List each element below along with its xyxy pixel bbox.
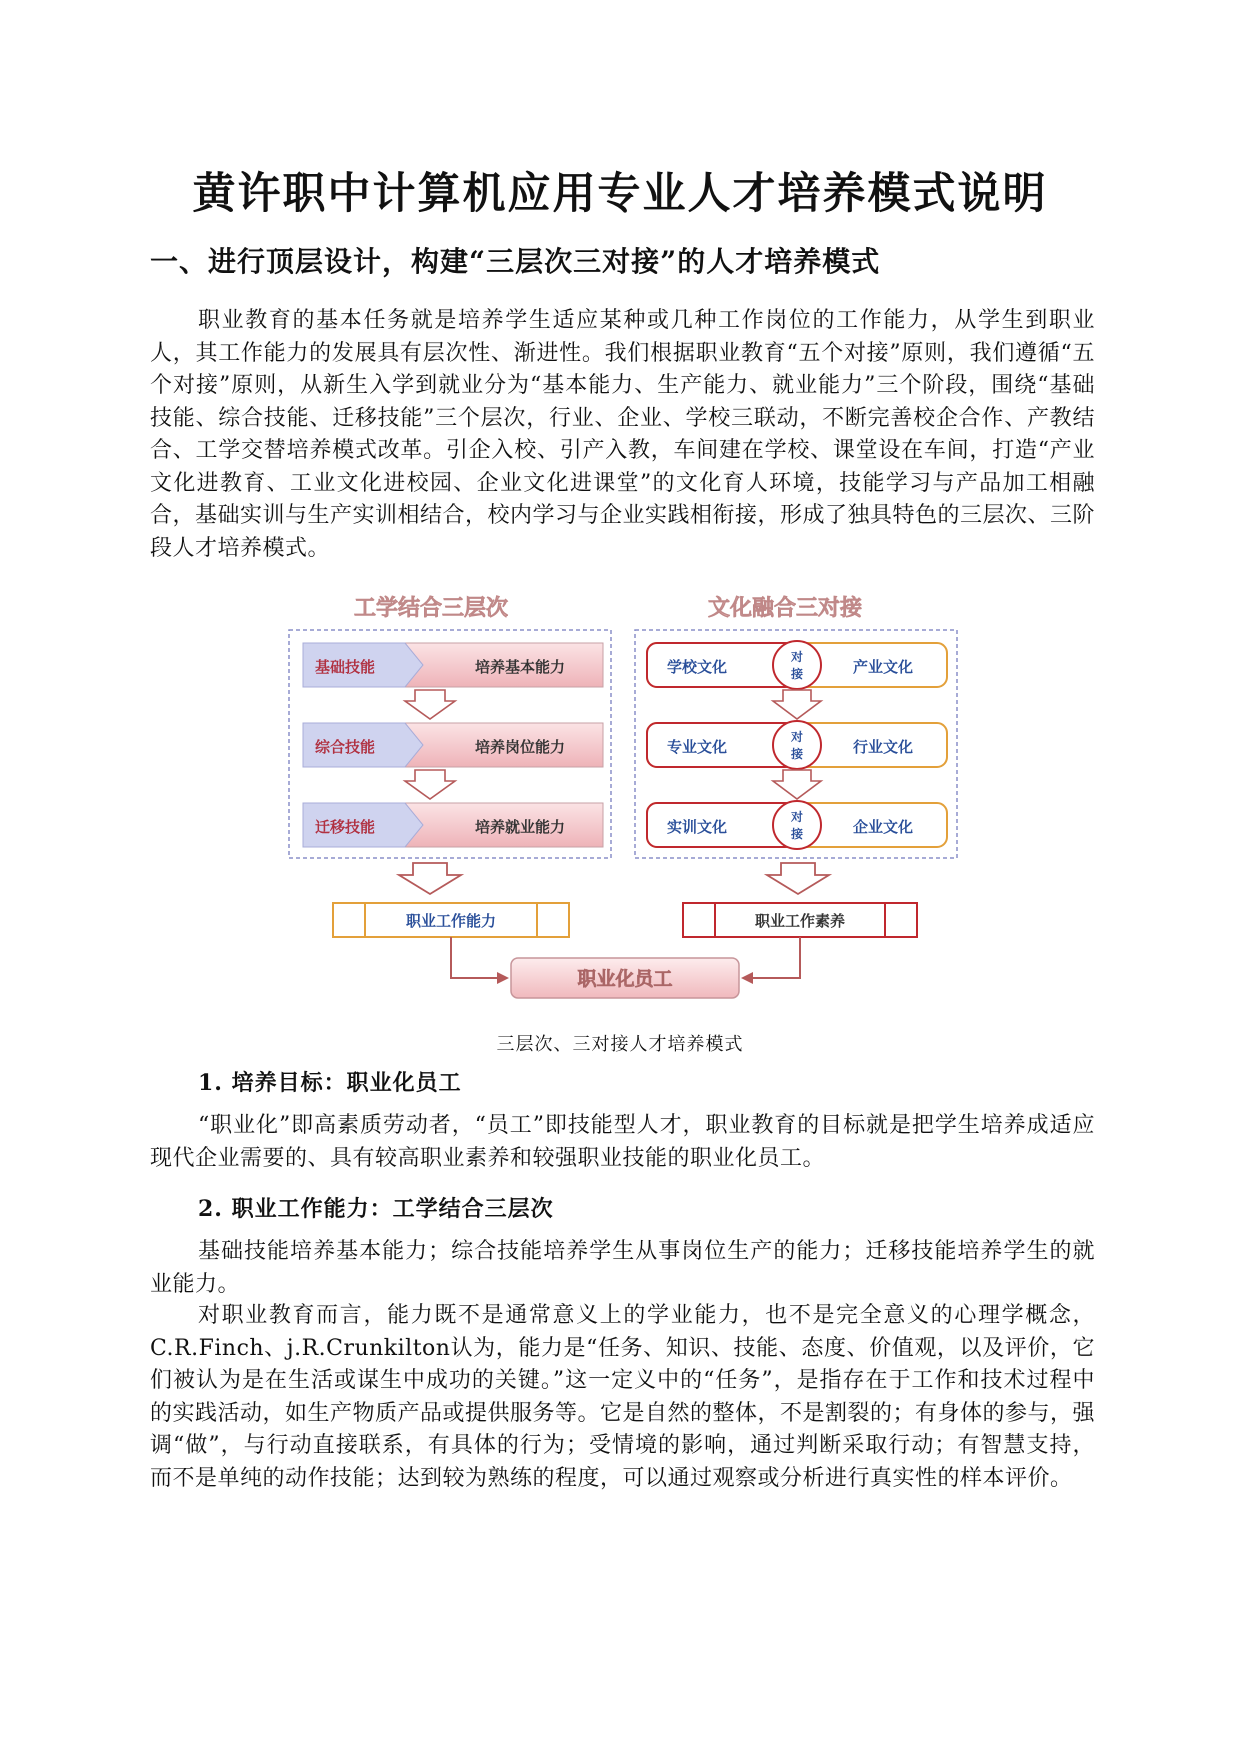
diagram-caption: 三层次、三对接人才培养模式: [496, 1034, 744, 1055]
section-heading-1: 一、进行顶层设计，构建“三层次三对接”的人才培养模式: [150, 245, 881, 278]
left-skill-2: 综合技能: [314, 738, 376, 756]
right-left-2: 专业文化: [666, 738, 728, 756]
right-down-arrow-2: [773, 770, 821, 799]
connector-2-top: 对: [790, 730, 804, 744]
connector-2-bottom: 接: [790, 747, 804, 761]
left-skill-1: 基础技能: [314, 658, 376, 676]
final-box: [511, 958, 739, 998]
left-ability-3: 培养就业能力: [474, 818, 566, 836]
right-result-arrow: [767, 863, 829, 894]
right-right-2: 行业文化: [852, 738, 914, 756]
left-row-2: [303, 723, 603, 767]
right-to-final-line: [753, 937, 800, 978]
final-label: 职业化员工: [577, 968, 673, 990]
section-1-paragraph: 职业教育的基本任务就是培养学生适应某种或几种工作岗位的工作能力，从学生到职业人，其工作能力的发展具有层次性、渐进性。我们根据职业教育“五个对接”原则，我们遵循“五个对接”原则，从新生入学到就业分为“基本能力、生产能力、就业能力”三个阶段，围绕“基础技能、综合技能、迁移技能”三个层次，行业、企业、学校三联动，不断完善校企合作、产教结合、工学交替培养模式改革。引企入校、引产入教，车间建在学校、课堂设在车间，打造“产业文化进教育、工业文化进校园、企业文化进课堂”的文化育人环境，技能学习与产品加工相融合，基础实训与生产实训相结合，校内学习与企业实践相衔接，形成了独具特色的三层次、三阶段人才培养模式。: [150, 308, 1096, 561]
right-down-arrow-1: [773, 690, 821, 719]
left-skill-3: 迁移技能: [314, 818, 376, 836]
training-model-diagram: [285, 585, 965, 1005]
page-title: 黄许职中计算机应用专业人才培养模式说明: [192, 169, 1048, 219]
right-right-1: 产业文化: [852, 658, 914, 676]
right-left-3: 实训文化: [666, 818, 728, 836]
point-1-paragraph: “职业化”即高素质劳动者，“员工”即技能型人才，职业教育的目标就是把学生培养成适应现代企业需要的、具有较高职业素养和较强职业技能的职业化员工。: [150, 1113, 1095, 1171]
right-to-final-arrowhead: [741, 972, 753, 984]
left-down-arrow-2: [405, 770, 455, 799]
left-row-1: [303, 643, 603, 687]
right-result-box: [683, 903, 917, 937]
connector-3-bottom: 接: [790, 827, 804, 841]
left-result-arrow: [399, 863, 461, 894]
left-to-final-arrowhead: [497, 972, 509, 984]
left-row-3: [303, 803, 603, 847]
right-column-title: 文化融合三对接: [707, 596, 863, 621]
left-result-label: 职业工作能力: [405, 912, 497, 930]
point-2-paragraph-2: 对职业教育而言，能力既不是通常意义上的学业能力，也不是完全意义的心理学概念，C.R.Finch、j.R.Crunkilton认为，能力是“任务、知识、技能、态度、价值观，以及评价，它们被认为是在生活或谋生中成功的关键。”这一定义中的“任务”，是指存在于工作和技术过程中的实践活动，如生产物质产品或提供服务等。它是自然的整体，不是割裂的；有身体的参与，强调“做”，与行动直接联系，有具体的行为；受情境的影响，通过判断采取行动；有智慧支持，而不是单纯的动作技能；达到较为熟练的程度，可以通过观察或分析进行真实性的样本评价。: [150, 1303, 1096, 1491]
point-2-paragraph-1: 基础技能培养基本能力；综合技能培养学生从事岗位生产的能力；迁移技能培养学生的就业能力。: [150, 1239, 1095, 1297]
point-2-heading: 2. 职业工作能力：工学结合三层次: [198, 1196, 554, 1222]
left-result-box: [333, 903, 569, 937]
left-column-title: 工学结合三层次: [353, 596, 509, 621]
point-1-heading: 1. 培养目标：职业化员工: [198, 1070, 462, 1096]
right-row-1: [647, 641, 947, 689]
right-right-3: 企业文化: [852, 818, 914, 836]
right-result-label: 职业工作素养: [754, 912, 846, 930]
connector-1-top: 对: [790, 650, 804, 664]
left-ability-1: 培养基本能力: [474, 658, 566, 676]
left-down-arrow-1: [405, 690, 455, 719]
right-row-2: [647, 721, 947, 769]
left-ability-2: 培养岗位能力: [474, 738, 566, 756]
connector-3-top: 对: [790, 810, 804, 824]
connector-1-bottom: 接: [790, 667, 804, 681]
right-left-1: 学校文化: [666, 658, 728, 676]
right-row-3: [647, 801, 947, 849]
left-to-final-line: [451, 937, 497, 978]
